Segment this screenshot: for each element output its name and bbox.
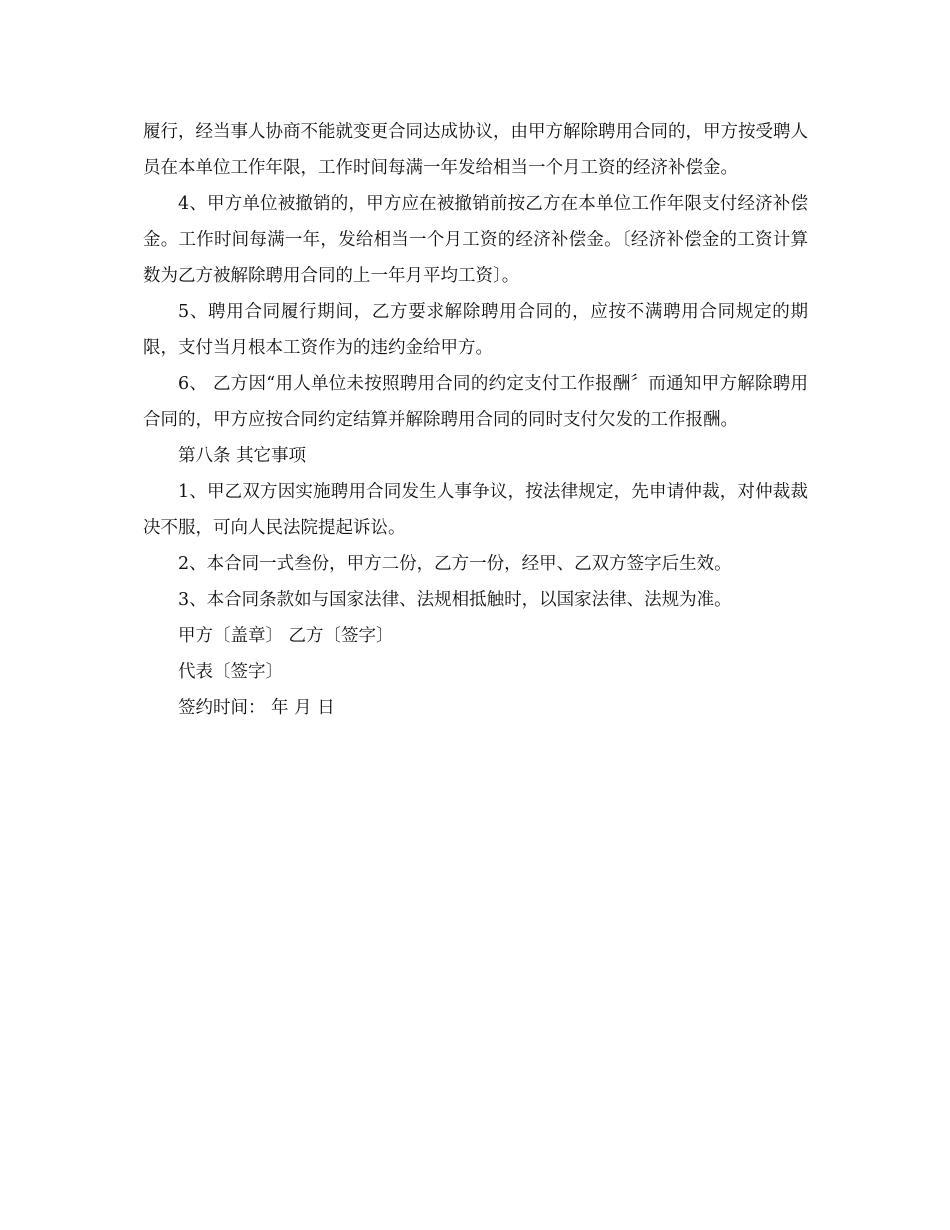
paragraph-article-8-item-3: 3、本合同条款如与国家法律、法规相抵触时，以国家法律、法规为准。	[178, 590, 732, 610]
paragraph-compensation-continued: 履行，经当事人协商不能就变更合同达成协议，由甲方解除聘用合同的，甲方按受聘人员在本单位工作年限，工作时间每满一年发给相当一个月工资的经济补偿金。	[143, 122, 808, 178]
paragraph-clause-6: 6、 乙方因“用人单位未按照聘用合同的约定支付工作报酬〞而通知甲方解除聘用合同的，甲方应按合同约定结算并解除聘用合同的同时支付欠发的工作报酬。	[143, 374, 808, 430]
paragraph-article-8-item-1: 1、甲乙双方因实施聘用合同发生人事争议，按法律规定，先申请仲裁，对仲裁裁决不服，可向人民法院提起诉讼。	[143, 482, 808, 538]
paragraph-clause-5: 5、聘用合同履行期间，乙方要求解除聘用合同的，应按不满聘用合同规定的期限，支付当月根本工资作为的违约金给甲方。	[143, 302, 808, 358]
article-8-heading: 第八条 其它事项	[178, 446, 307, 466]
paragraph-clause-4: 4、甲方单位被撤销的，甲方应在被撤销前按乙方在本单位工作年限支付经济补偿金。工作时间每满一年，发给相当一个月工资的经济补偿金。〔经济补偿金的工资计算数为乙方被解除聘用合同的上一年月平均工资〕。	[143, 194, 808, 286]
paragraph-article-8-item-2: 2、本合同一式叁份，甲方二份，乙方一份，经甲、乙双方签字后生效。	[178, 554, 732, 574]
document-body	[143, 114, 808, 726]
signature-representative-line: 代表〔签字〕	[178, 662, 283, 682]
signature-parties-line: 甲方〔盖章〕 乙方〔签字〕	[178, 626, 394, 646]
signature-date-line: 签约时间： 年 月 日	[178, 698, 335, 718]
